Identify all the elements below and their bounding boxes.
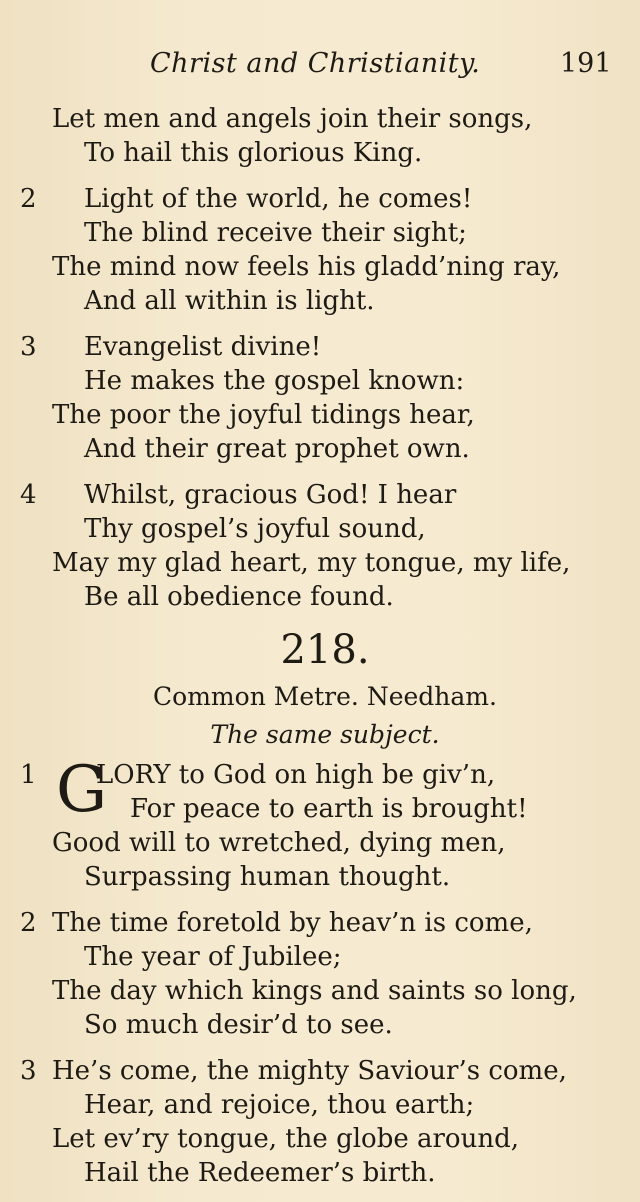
verse-line: To hail this glorious King. (84, 138, 423, 168)
verse-line: Hail the Redeemer’s birth. (84, 1158, 436, 1188)
stanza-number: 2 (20, 184, 37, 214)
stanza-number: 2 (20, 908, 37, 938)
verse-line: The blind receive their sight; (84, 218, 467, 248)
verse-line: Be all obedience found. (84, 582, 394, 612)
stanza-3 (0, 330, 640, 466)
verse-line: Let men and angels join their songs, (52, 104, 533, 134)
hymn218-stanza-1 (0, 753, 640, 894)
verse-line: Light of the world, he comes! (84, 184, 473, 214)
verse-line: The poor the joyful tidings hear, (52, 400, 475, 430)
stanza-4 (0, 478, 640, 614)
verse-line: And their great prophet own. (84, 434, 470, 464)
continuation-stanza (0, 102, 640, 170)
stanza-number: 3 (20, 1056, 37, 1086)
hymn-subject: The same subject. (210, 720, 440, 749)
verse-line: The day which kings and saints so long, (52, 976, 577, 1006)
verse-line: The time foretold by heav’n is come, (52, 908, 533, 938)
page-header (0, 48, 640, 88)
hymn-metre: Common Metre. Needham. (153, 682, 497, 711)
stanza-number: 1 (20, 760, 37, 790)
verse-line: May my glad heart, my tongue, my life, (52, 548, 571, 578)
hymn218-stanza-3 (0, 1054, 640, 1190)
stanza-number: 3 (20, 332, 37, 362)
page-content (0, 102, 640, 1202)
verse-line: Hear, and rejoice, thou earth; (84, 1090, 475, 1120)
verse-line: Let ev’ry tongue, the globe around, (52, 1124, 519, 1154)
verse-line: Evangelist divine! (84, 332, 322, 362)
verse-line: So much desir’d to see. (84, 1010, 393, 1040)
stanza-number: 4 (20, 480, 37, 510)
verse-line: He’s come, the mighty Saviour’s come, (52, 1056, 567, 1086)
stanza-2 (0, 182, 640, 318)
hymn-number: 218. (280, 627, 370, 673)
verse-line: Surpassing human thought. (84, 862, 451, 892)
verse-line: He makes the gospel known: (84, 366, 465, 396)
drop-cap: G (56, 753, 108, 827)
verse-line: Thy gospel’s joyful sound, (84, 514, 426, 544)
hymn218-stanza-2 (0, 906, 640, 1042)
verse-line: And all within is light. (84, 286, 375, 316)
verse-line: The year of Jubilee; (84, 942, 342, 972)
verse-line: Whilst, gracious God! I hear (84, 480, 457, 510)
verse-line: The mind now feels his gladd’ning ray, (52, 252, 561, 282)
running-title: Christ and Christianity. (150, 48, 481, 79)
page-number: 191 (560, 48, 612, 79)
verse-line: LORY to God on high be giv’n, (96, 760, 496, 790)
verse-line: Good will to wretched, dying men, (52, 828, 506, 858)
verse-line: For peace to earth is brought! (130, 794, 528, 824)
